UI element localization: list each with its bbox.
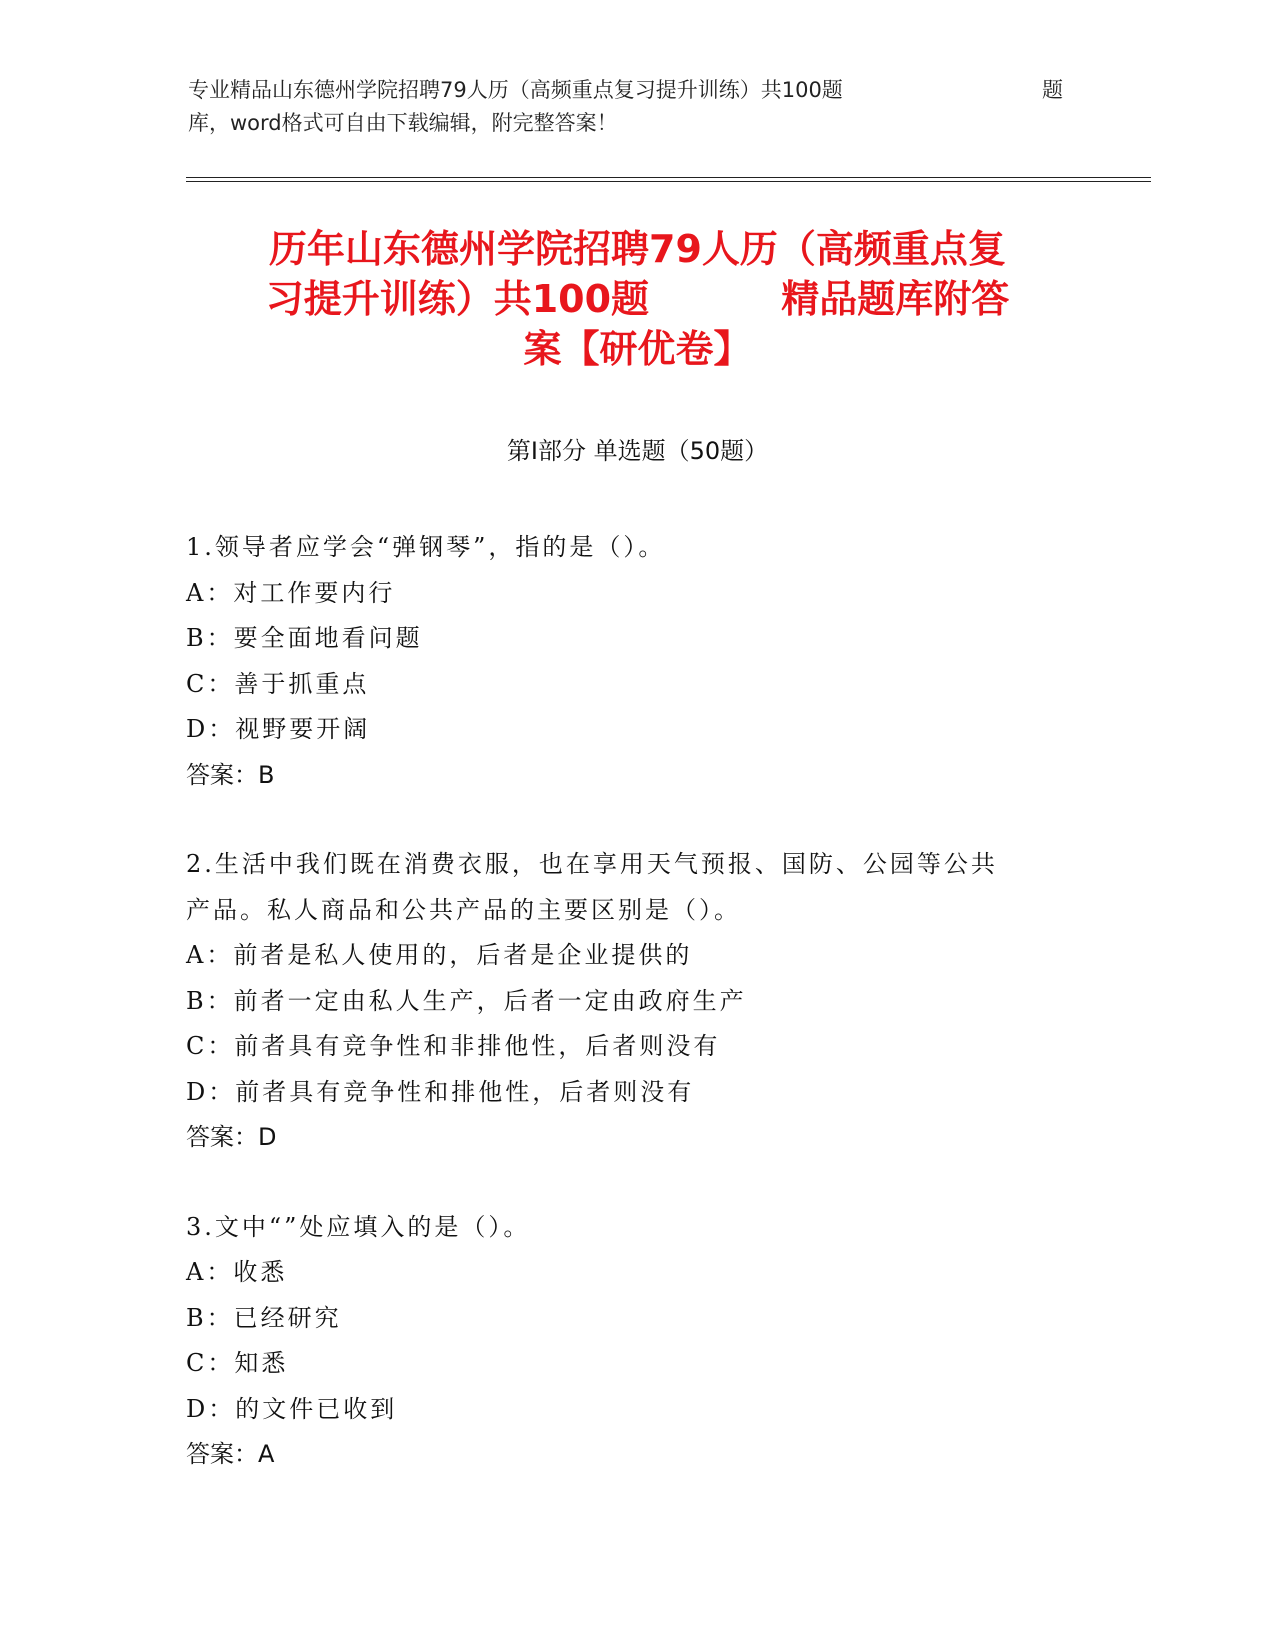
answer: 答案：D — [186, 1123, 277, 1151]
document-title-line-3: 案【研优卷】 — [523, 327, 752, 371]
option-d: D：视野要开阔 — [186, 715, 371, 743]
question-text-continued: 产品。私人商品和公共产品的主要区别是（）。 — [186, 895, 741, 924]
answer: 答案：A — [186, 1440, 275, 1468]
question-text: 1.领导者应学会“弹钢琴”，指的是（）。 — [186, 533, 666, 561]
option-b: B：要全面地看问题 — [186, 624, 423, 652]
question-1 — [186, 525, 1086, 798]
header-note-line-2: 库，word格式可自由下载编辑，附完整答案！ — [188, 111, 618, 135]
header-note-line-1-text: 专业精品山东德州学院招聘79人历（高频重点复习提升训练）共100题 — [188, 78, 843, 102]
option-d: D：前者具有竞争性和排他性，后者则没有 — [186, 1077, 695, 1106]
header-divider-bottom — [186, 181, 1151, 182]
option-c: C：知悉 — [186, 1349, 289, 1377]
option-b: B：已经研究 — [186, 1303, 342, 1332]
header-note — [188, 74, 1088, 140]
question-list — [186, 525, 1086, 1522]
option-b: B：前者一定由私人生产，后者一定由政府生产 — [186, 986, 747, 1015]
header-divider-top — [186, 177, 1151, 178]
option-c: C：前者具有竞争性和非排他性，后者则没有 — [186, 1032, 721, 1060]
question-text: 3.文中“”处应填入的是（）。 — [186, 1212, 531, 1241]
question-3 — [186, 1205, 1086, 1478]
option-a: A：对工作要内行 — [186, 578, 396, 607]
option-a: A：收悉 — [186, 1258, 288, 1286]
option-d: D：的文件已收到 — [186, 1394, 398, 1423]
option-c: C：善于抓重点 — [186, 669, 370, 698]
section-title: 第Ⅰ部分 单选题（50题） — [506, 437, 769, 465]
header-note-line-1-tail: 题 — [1042, 78, 1063, 102]
header-note-line-1 — [188, 74, 1088, 107]
document-title — [180, 224, 1095, 374]
question-2 — [186, 842, 1086, 1161]
option-a: A：前者是私人使用的，后者是企业提供的 — [186, 941, 693, 969]
answer: 答案：B — [186, 760, 275, 789]
document-title-line-2: 习提升训练）共100题 精品题库附答 — [265, 277, 1010, 321]
document-title-line-1: 历年山东德州学院招聘79人历（高频重点复 — [269, 227, 1006, 271]
question-text: 2.生活中我们既在消费衣服，也在享用天气预报、国防、公园等公共 — [186, 850, 998, 878]
